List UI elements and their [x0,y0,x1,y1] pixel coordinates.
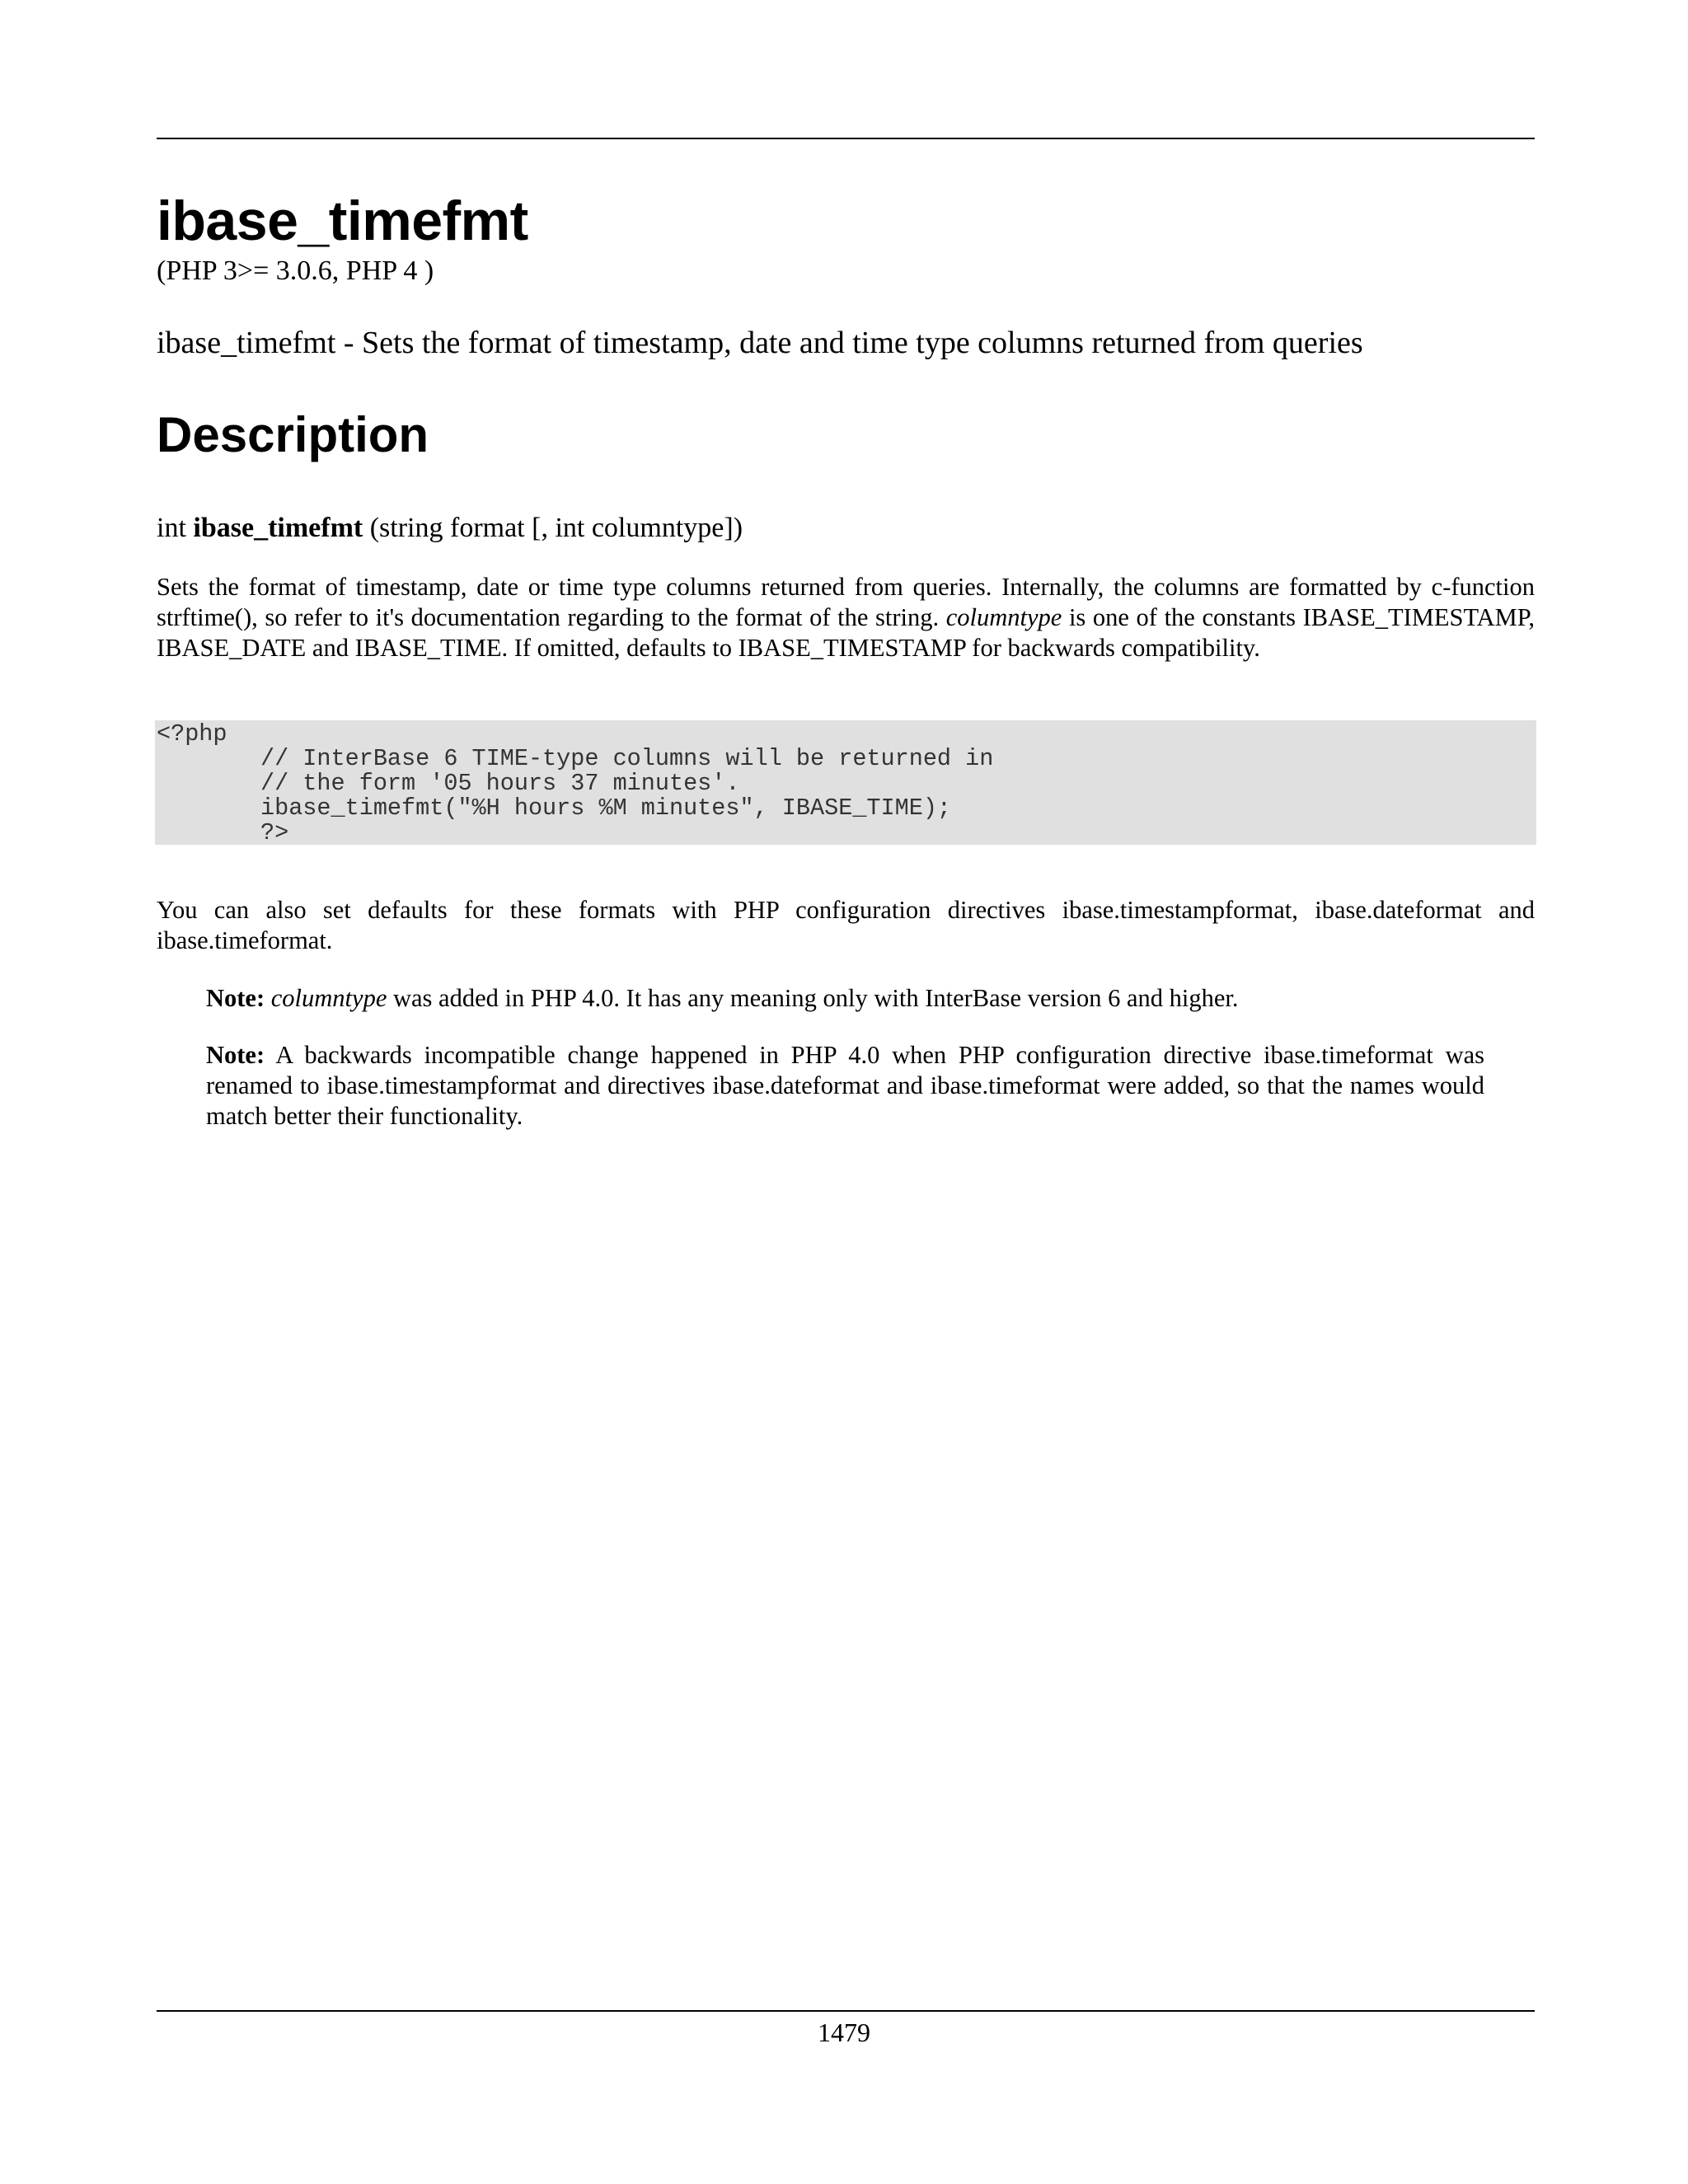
version-info: (PHP 3>= 3.0.6, PHP 4 ) [157,255,434,286]
page-title: ibase_timefmt [157,190,528,252]
description-paragraph [157,572,1535,663]
section-title-description: Description [157,407,429,462]
code-line: // the form '05 hours 37 minutes'. [260,770,740,797]
note-backwards-incompatible [206,1040,1484,1132]
synopsis-params: (string format [, int columntype]) [369,513,743,543]
synopsis-return-type: int [157,513,186,543]
synopsis-function-name: ibase_timefmt [193,513,363,543]
function-synopsis [157,511,743,546]
function-purpose: ibase_timefmt - Sets the format of timestamp, date and time type columns returned from queries [157,326,1363,360]
note-label: Note: [206,984,265,1012]
code-line: // InterBase 6 TIME-type columns will be returned in [260,745,994,772]
description-text-after: is one of the constants IBASE_TIMESTAMP, IBASE_DATE and IBASE_TIME. If omitted, defaults to IBASE_TIMESTAMP for backwards compatibility. [157,603,1535,662]
footer-rule [157,2010,1535,2012]
note-text: A backwards incompatible change happened in PHP 4.0 when PHP configuration directive ibase.timeformat was renamed to ibase.timestampformat and directives ibase.dateformat and ibase.timeformat were added, so that the names would match better their functionality. [206,1041,1484,1130]
note-label: Note: [206,1041,265,1069]
page-number: 1479 [818,2018,870,2047]
header-rule [157,138,1535,139]
note-param-name: columntype [270,984,387,1012]
defaults-paragraph: You can also set defaults for these formats with PHP configuration directives ibase.timestampformat, ibase.dateformat and ibase.timeformat. [157,896,1535,954]
code-line: <?php [157,720,227,748]
code-line: ibase_timefmt("%H hours %M minutes", IBASE_TIME); [260,794,952,822]
code-line: ?> [260,819,289,845]
description-text-before: Sets the format of timestamp, date or time type columns returned from queries. Internally, the columns are formatted by c-function strftime(), so refer to it's documentation regarding to the format of the string. [157,573,1535,631]
code-example [155,720,1536,845]
note-columntype [206,983,1484,1014]
note-text: was added in PHP 4.0. It has any meaning only with InterBase version 6 and higher. [392,984,1239,1012]
description-param-name: columntype [945,603,1062,631]
